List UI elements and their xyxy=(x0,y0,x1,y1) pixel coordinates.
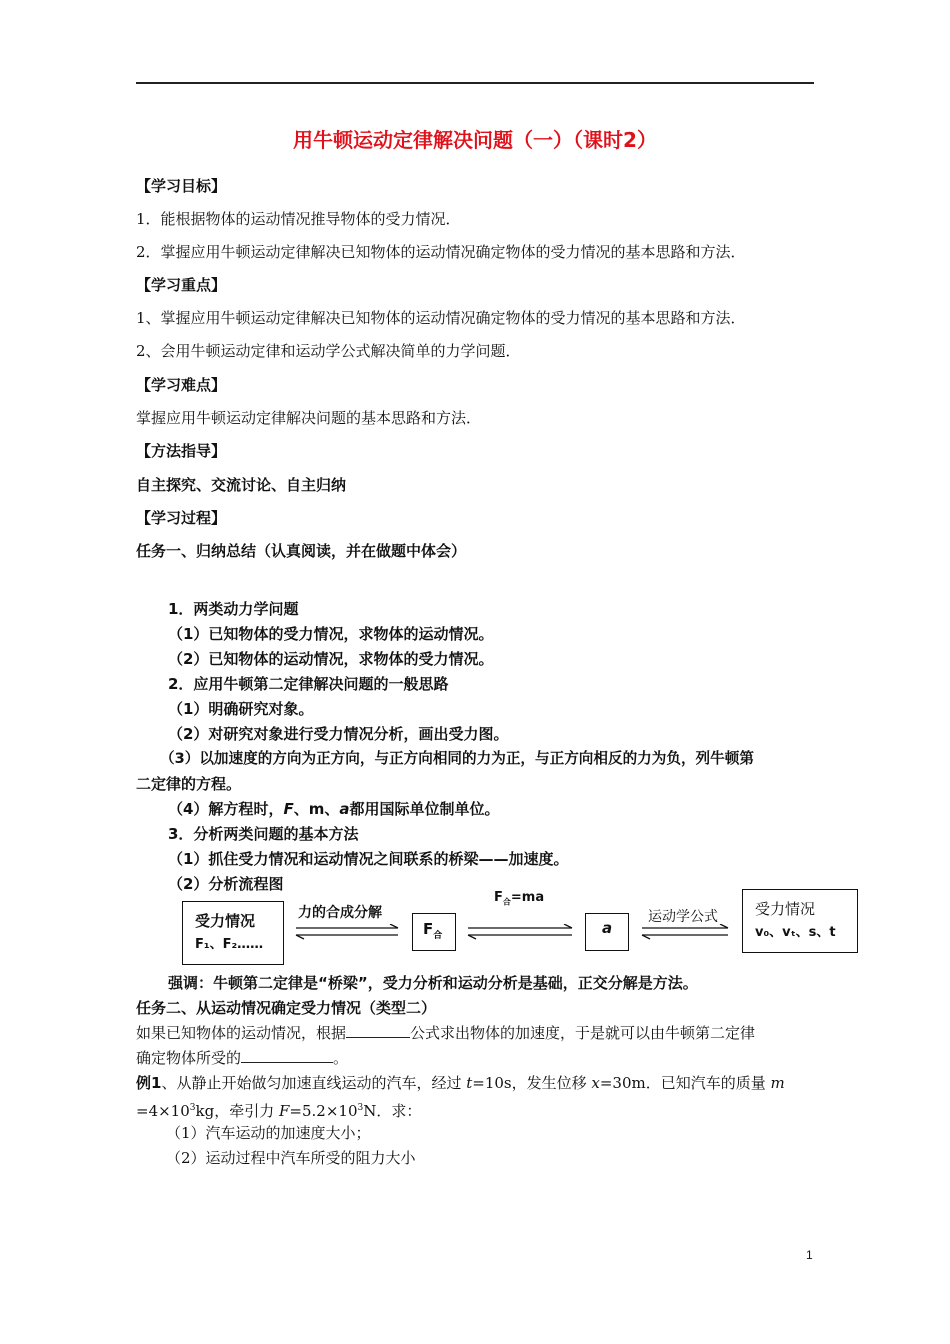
goal-heading: 【学习目标】 xyxy=(136,177,227,195)
flow-double-arrow-3 xyxy=(640,924,732,940)
example-label: 例1 xyxy=(136,1074,162,1092)
task2-para1-a: 如果已知物体的运动情况，根据 xyxy=(136,1024,347,1042)
example-line-2 xyxy=(136,1098,421,1121)
flow-box-net-force xyxy=(412,913,456,951)
flow-box-motion-title: 受力情况 xyxy=(755,900,816,918)
example2-b: kg，牵引力 xyxy=(195,1102,279,1120)
task1-line-3: （2）已知物体的运动情况，求物体的受力情况。 xyxy=(168,650,494,668)
task1-line-10: 3．分析两类问题的基本方法 xyxy=(168,825,359,843)
flow-arrow3-label: 运动学公式 xyxy=(648,909,718,925)
task1-line-9 xyxy=(168,799,499,819)
goal-item-2: 2．掌握应用牛顿运动定律解决已知物体的运动情况确定物体的受力情况的基本思路和方法． xyxy=(136,243,746,261)
example-text-c: =30m．已知汽车的质量 xyxy=(599,1074,771,1092)
example2-c: =5.2×10 xyxy=(289,1102,358,1120)
task2-para-1 xyxy=(136,1023,755,1043)
example-text-a: 、从静止开始做匀加速直线运动的汽车，经过 xyxy=(161,1074,467,1092)
task1-line-4: 2．应用牛顿第二定律解决问题的一般思路 xyxy=(168,675,449,693)
arrow2-F: F xyxy=(494,890,503,905)
task1-line-12: （2）分析流程图 xyxy=(168,875,284,893)
example2-d: N．求： xyxy=(363,1102,422,1120)
example2-a: =4×10 xyxy=(136,1102,190,1120)
emphasis-line: 强调：牛顿第二定律是“桥梁”，受力分析和运动分析是基础，正交分解是方法。 xyxy=(168,974,698,992)
task2-para1-b: 公式求出物体的加速度，于是就可以由牛顿第二定律 xyxy=(410,1024,756,1042)
example-m: m xyxy=(770,1074,785,1092)
task1-line-11: （1）抓住受力情况和运动情况之间联系的桥梁——加速度。 xyxy=(168,850,569,868)
flow-box-motion xyxy=(742,889,858,953)
page-title: 用牛顿运动定律解决问题（一）（课时2） xyxy=(293,128,657,152)
arrow2-ma: =ma xyxy=(510,890,545,905)
example2-F: F xyxy=(278,1102,290,1120)
flow-box-acceleration-label: a xyxy=(602,919,613,937)
task1-line-8: 二定律的方程。 xyxy=(136,775,242,793)
page-number: 1 xyxy=(806,1248,813,1262)
flow-box-motion-items: v₀、vₜ、s、t xyxy=(755,925,836,940)
flow-arrow1-label: 力的合成分解 xyxy=(298,905,382,921)
line9-text-a: （4）解方程时， xyxy=(168,800,284,818)
task2-heading: 任务二、从运动情况确定受力情况（类型二） xyxy=(136,999,437,1017)
flow-box-force-items: F₁、F₂…… xyxy=(195,937,264,952)
goal-item-1: 1．能根据物体的运动情况推导物体的受力情况． xyxy=(136,210,461,228)
task1-line-7: （3）以加速度的方向为正方向，与正方向相同的力为正，与正方向相反的力为负，列牛顿第 xyxy=(160,750,754,767)
arrow2-sub: 合 xyxy=(502,897,511,907)
question-2: （2）运动过程中汽车所受的阻力大小 xyxy=(166,1149,416,1167)
task1-line-2: （1）已知物体的受力情况，求物体的运动情况。 xyxy=(168,625,494,643)
example-text-b: =10s，发生位移 xyxy=(472,1074,592,1092)
method-heading: 【方法指导】 xyxy=(136,442,227,460)
flow-box-net-force-label xyxy=(423,920,442,941)
example2-sup2: 3 xyxy=(357,1103,364,1113)
line9-a: a xyxy=(339,800,350,818)
process-heading: 【学习过程】 xyxy=(136,509,227,527)
header-rule xyxy=(136,82,814,84)
line9-F: F xyxy=(283,800,294,818)
flow-double-arrow-2 xyxy=(466,924,576,940)
flow-double-arrow-1 xyxy=(294,924,402,940)
task2-para2-a: 确定物体所受的 xyxy=(136,1049,242,1067)
task1-line-1: 1．两类动力学问题 xyxy=(168,600,299,618)
key-item-2: 2、会用牛顿运动定律和运动学公式解决简单的力学问题． xyxy=(136,342,521,360)
example-line-1 xyxy=(136,1073,785,1093)
difficulty-item-1: 掌握应用牛顿运动定律解决问题的基本思路和方法． xyxy=(136,409,482,427)
task2-para-2 xyxy=(136,1048,348,1068)
example-t: t xyxy=(466,1074,473,1092)
flow-box-force xyxy=(182,901,284,965)
task2-para2-b: 。 xyxy=(333,1049,349,1067)
difficulty-heading: 【学习难点】 xyxy=(136,376,227,394)
key-heading: 【学习重点】 xyxy=(136,276,227,294)
line9-text-c: 都用国际单位制单位。 xyxy=(349,800,500,818)
key-item-1: 1、掌握应用牛顿运动定律解决已知物体的运动情况确定物体的受力情况的基本思路和方法． xyxy=(136,309,746,327)
flow-box-force-title: 受力情况 xyxy=(195,912,256,930)
example-x: x xyxy=(591,1074,600,1092)
net-force-F: F xyxy=(423,920,434,938)
fill-blank-2[interactable] xyxy=(241,1048,333,1063)
net-force-sub: 合 xyxy=(433,931,443,941)
task1-line-5: （1）明确研究对象。 xyxy=(168,700,314,718)
task1-line-6: （2）对研究对象进行受力情况分析，画出受力图。 xyxy=(168,725,509,743)
fill-blank-1[interactable] xyxy=(346,1023,410,1038)
method-item-1: 自主探究、交流讨论、自主归纳 xyxy=(136,476,347,494)
task1-heading: 任务一、归纳总结（认真阅读，并在做题中体会） xyxy=(136,542,467,560)
flow-box-acceleration xyxy=(585,913,629,951)
line9-text-b: 、m、 xyxy=(293,800,340,818)
flow-arrow2-label xyxy=(494,890,544,908)
example2-sup1: 3 xyxy=(189,1103,196,1113)
question-1: （1）汽车运动的加速度大小； xyxy=(166,1124,371,1142)
